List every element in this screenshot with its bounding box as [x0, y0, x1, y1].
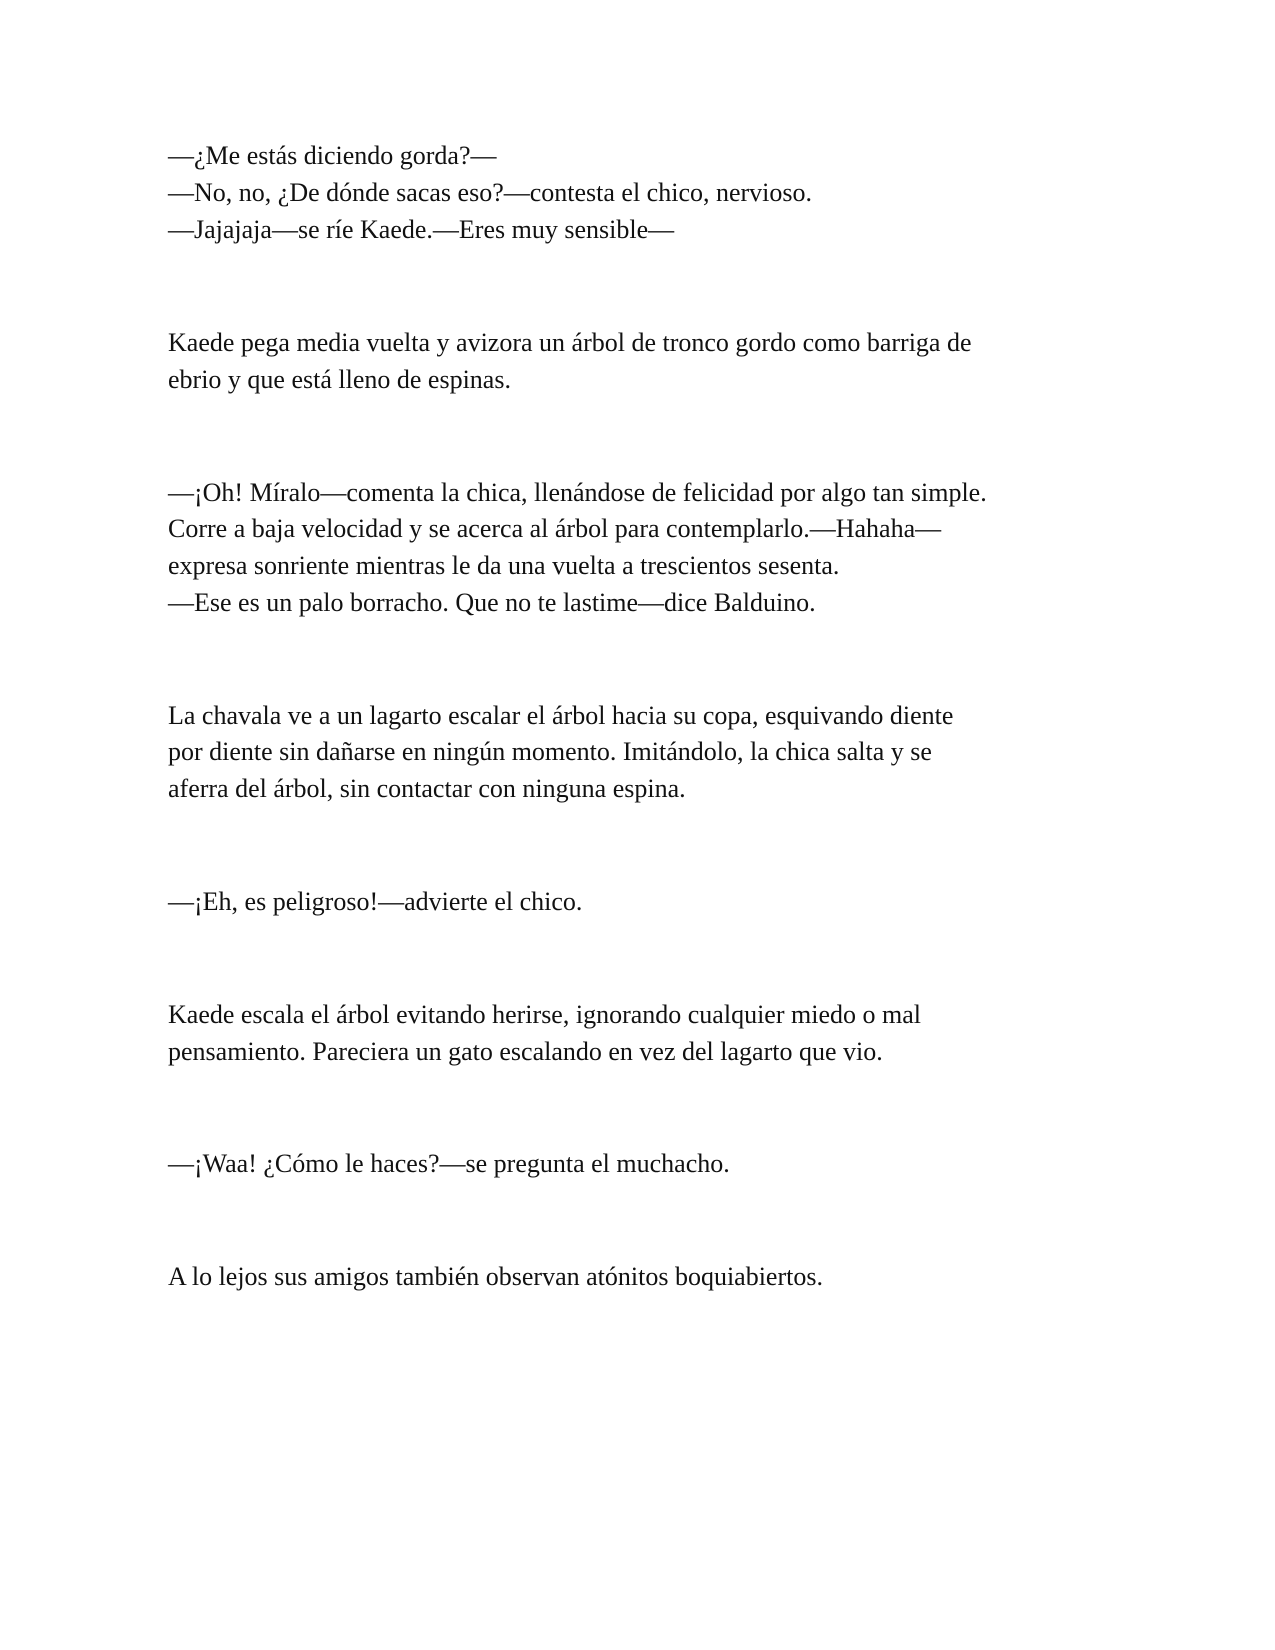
text-line: Corre a baja velocidad y se acerca al árbol para contemplarlo.—Hahaha— [168, 514, 942, 543]
text-line: expresa sonriente mientras le da una vuelta a trescientos sesenta. [168, 551, 840, 580]
text-line: —No, no, ¿De dónde sacas eso?—contesta el chico, nervioso. [168, 178, 813, 207]
text-line: —Ese es un palo borracho. Que no te lastime—dice Balduino. [168, 588, 816, 617]
text-line: Kaede escala el árbol evitando herirse, ignorando cualquier miedo o mal [168, 1000, 921, 1029]
text-line: A lo lejos sus amigos también observan atónitos boquiabiertos. [168, 1262, 823, 1291]
text-line: —¡Eh, es peligroso!—advierte el chico. [168, 887, 583, 916]
text-line: —¡Waa! ¿Cómo le haces?—se pregunta el muchacho. [168, 1149, 730, 1178]
text-line: La chavala ve a un lagarto escalar el árbol hacia su copa, esquivando diente [168, 701, 954, 730]
text-line: —Jajajaja—se ríe Kaede.—Eres muy sensible— [168, 215, 675, 244]
text-line: —¡Oh! Míralo—comenta la chica, llenándose de felicidad por algo tan simple. [168, 478, 987, 507]
text-line: por diente sin dañarse en ningún momento. Imitándolo, la chica salta y se [168, 737, 932, 766]
text-line: —¿Me estás diciendo gorda?— [168, 141, 497, 170]
text-line: Kaede pega media vuelta y avizora un árbol de tronco gordo como barriga de [168, 328, 972, 357]
text-line: ebrio y que está lleno de espinas. [168, 365, 511, 394]
text-line: aferra del árbol, sin contactar con ninguna espina. [168, 774, 686, 803]
text-line: pensamiento. Pareciera un gato escalando en vez del lagarto que vio. [168, 1037, 883, 1066]
